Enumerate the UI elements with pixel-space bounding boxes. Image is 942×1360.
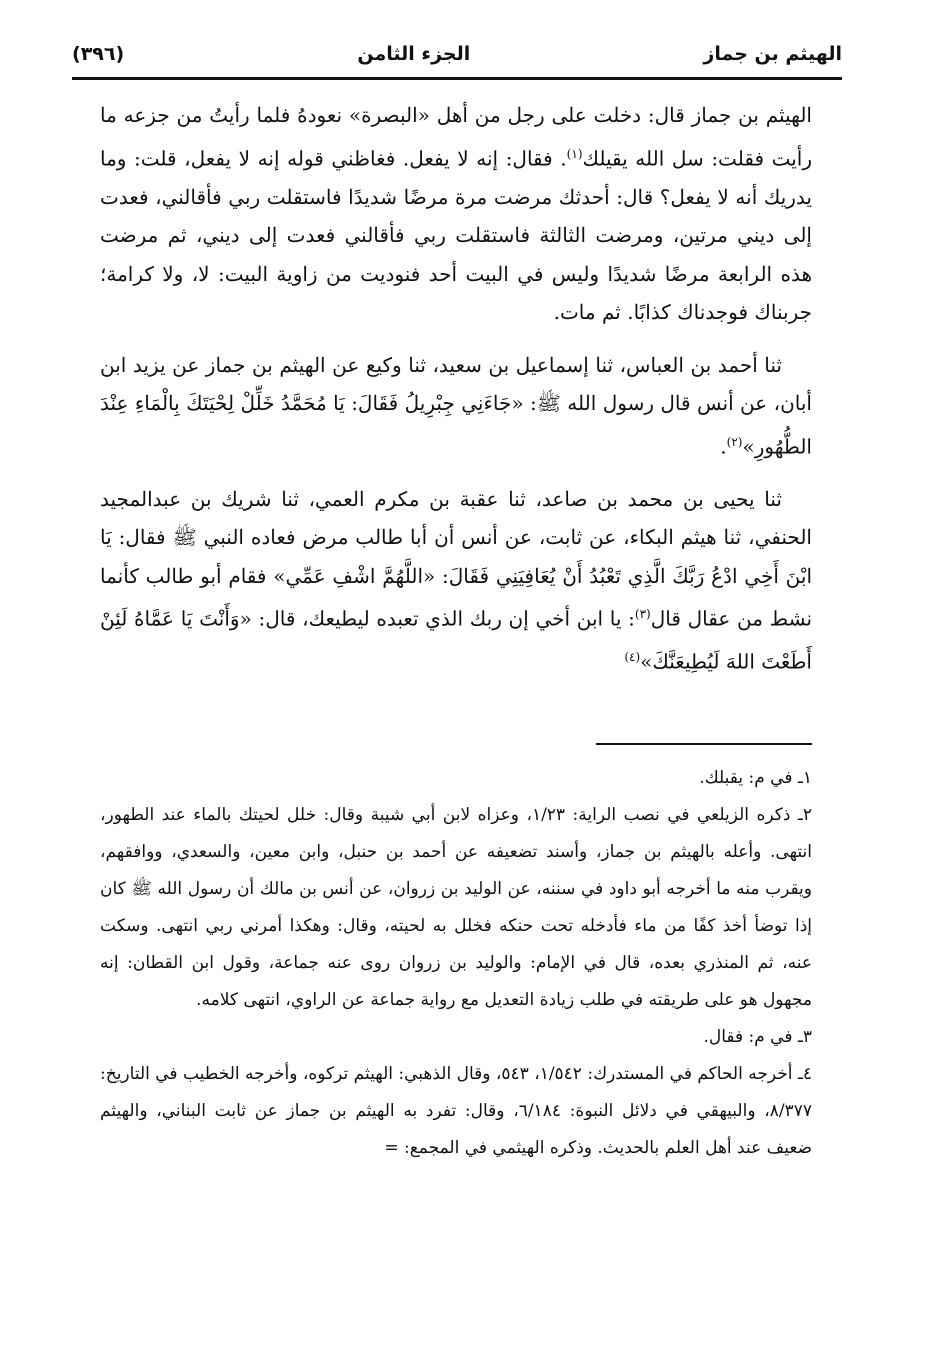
footnote-1: ١ـ في م: يقبلك.	[699, 768, 812, 788]
paragraph-3: ثنا يحيى بن محمد بن صاعد، ثنا عقبة بن مكرم العمي، ثنا شريك بن عبدالمجيد الحنفي، ثنا هيثم البكاء، عن ثابت، عن أنس أن أبا طالب مرض فعاده النبي ﷺ فقال: يَا ابْنَ أَخِي ادْعُ رَبَّكَ الَّذِي تَعْبُدُ أَنْ يُعَافِيَنِي فَقَالَ: «اللَّهُمَّ اشْفِ عَمِّي» فقام أبو طالب كأنما نشط من عقال قال$^{(٣)}$: يا ابن أخي إن ربك الذي تعبده ليطيعك، قال: «وَأَنْتَ يَا عَمَّاهُ لَئِنْ أَطَعْتَ اللهَ لَيُطِيعَنَّكَ»$^{(٤)}$	[100, 486, 813, 675]
note-ref-2: (٢)	[726, 434, 743, 449]
paragraph-2: ثنا أحمد بن العباس، ثنا إسماعيل بن سعيد، ثنا وكيع عن الهيثم بن جماز عن يزيد ابن أبان، عن أنس قال رسول الله ﷺ: «جَاءَنِي جِبْرِيلُ فَقَالَ: يَا مُحَمَّدُ خَلِّلْ لِحْيَتَكَ بِالْمَاءِ عِنْدَ الطُّهُورِ»$^{(٢)}$.	[100, 352, 812, 459]
footnote-2: ٢ـ ذكره الزيلعي في نصب الراية: ١/٢٣، وعزاه لابن أبي شيبة وقال: خلل لحيتك بالماء عند الطهور، انتهى. وأعله بالهيثم بن جماز، وأسند تضعيفه عن أحمد بن حنبل، وابن معين، والسعدي، ووافقهم، ويقرب منه ما أخرجه أبو داود في سننه، عن الوليد بن زروان، عن أنس بن مالك أن رسول الله ﷺ كان إذا توضأ أخذ كفًا من ماء فأدخله تحت حنكه فخلل به لحيته، وقال: وهكذا أمرني ربي انتهى. وسكت عنه، ثم المنذري بعده، قال في الإمام: والوليد بن زروان روى عنه جماعة، وقول ابن القطان: إنه مجهول هو على طريقته في طلب زيادة التعديل مع رواية جماعة عن الراوي، انتهى كلامه.	[100, 805, 812, 1010]
footnote-separator	[596, 743, 812, 745]
note-ref-4: (٤)	[624, 650, 641, 665]
note-ref-3: (٣)	[634, 607, 651, 622]
page-header	[72, 34, 842, 74]
header-rule	[72, 77, 842, 80]
note-ref-1: (١)	[566, 146, 583, 161]
page-number: (٣٩٦)	[72, 43, 125, 65]
volume-title: الجزء الثامن	[357, 43, 471, 65]
footnote-3: ٣ـ في م: فقال.	[703, 1027, 812, 1047]
footnotes	[100, 760, 812, 1167]
paragraph-1: الهيثم بن جماز قال: دخلت على رجل من أهل «البصرة» نعودهُ فلما رأيتُ من جزعه ما رأيت فقلت: سل الله يقيلك$^{(١)}$. فقال: إنه لا يفعل. فغاظني قوله إنه لا يفعل، قلت: وما يدريك أنه لا يفعل؟ قال: أحدثك مرضت مرة مرضًا شديدًا فاستقلت ربي فأقالني، فعدت إلى ديني مرتين، ومرضت الثالثة فاستقلت ربي فأقالني فعدت إلى ديني، ثم مرضت هذه الرابعة مرضًا شديدًا وليس في البيت أحد فنوديت من زاوية البيت: لا، ولا كرامة؛ جربناك فوجدناك كذابًا. ثم مات.	[100, 103, 812, 325]
main-text	[100, 96, 812, 696]
footnote-4: ٤ـ أخرجه الحاكم في المستدرك: ١/٥٤٢، ٥٤٣، وقال الذهبي: الهيثم تركوه، وأخرجه الخطيب في التاريخ: ٨/٣٧٧، والبيهقي في دلائل النبوة: ٦/١٨٤، وقال: تفرد به الهيثم بن جماز عن ثابت البناني، والهيثم ضعيف عند أهل العلم بالحديث. وذكره الهيثمي في المجمع: =	[100, 1064, 813, 1158]
section-title: الهيثم بن جماز	[703, 43, 842, 65]
